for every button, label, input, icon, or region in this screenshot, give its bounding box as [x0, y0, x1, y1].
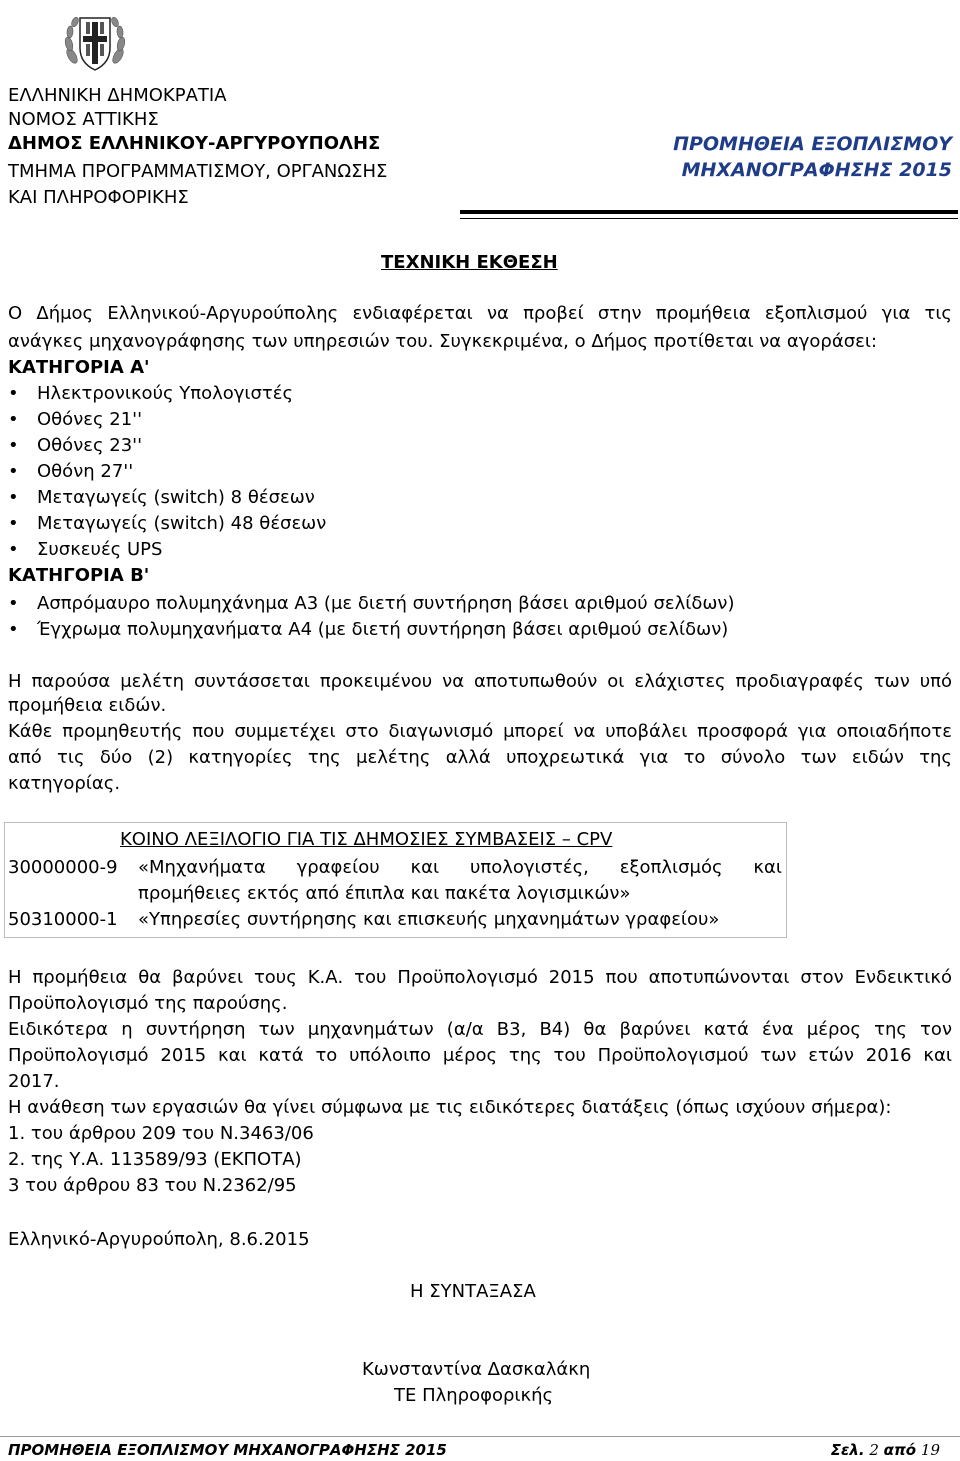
- header-line-prefecture: ΝΟΜΟΣ ΑΤΤΙΚΗΣ: [8, 109, 159, 130]
- footer-page-total: 19: [920, 1441, 940, 1459]
- signature-role: Η ΣΥΝΤΑΞΑΣΑ: [410, 1281, 536, 1302]
- cpv-heading: ΚΟΙΝΟ ΛΕΞΙΛΟΓΙΟ ΓΙΑ ΤΙΣ ΔΗΜΟΣΙΕΣ ΣΥΜΒΑΣΕΙΣ – CPV: [120, 829, 613, 850]
- cpv-desc-2-line-1: «Υπηρεσίες συντήρησης και επισκευής μηχανημάτων γραφείου»: [138, 909, 720, 930]
- place-date: Ελληνικό-Αργυρούπολη, 8.6.2015: [8, 1229, 310, 1250]
- intro-line-2: ανάγκες μηχανογράφησης των υπηρεσιών του. Συγκεκριμένα, ο Δήμος προτίθεται να αγοράσει:: [8, 331, 878, 352]
- header-project-title-line1: ΠΡΟΜΗΘΕΙΑ ΕΞΟΠΛΙΣΜΟΥ: [673, 133, 952, 155]
- para2-line-3: κατηγορίας.: [8, 773, 121, 794]
- para1-line-1: Η παρούσα μελέτη συντάσσεται προκειμένου να αποτυπωθούν οι ελάχιστες προδιαγραφές των υπό: [8, 671, 952, 692]
- header-line-department: ΤΜΗΜΑ ΠΡΟΓΡΑΜΜΑΤΙΣΜΟΥ, ΟΡΓΑΝΩΣΗΣ: [8, 161, 388, 182]
- cpv-code-2: 50310000-1: [8, 909, 118, 930]
- legal-ref-1: 1. του άρθρου 209 του Ν.3463/06: [8, 1123, 314, 1144]
- header-project-title-line2: ΜΗΧΑΝΟΓΡΑΦΗΣΗΣ 2015: [681, 159, 952, 181]
- document-title: ΤΕΧΝΙΚΗ ΕΚΘΕΣΗ: [381, 252, 558, 273]
- header-line-department-cont: ΚΑΙ ΠΛΗΡΟΦΟΡΙΚΗΣ: [8, 187, 189, 208]
- footer-rule: [0, 1436, 960, 1437]
- para2-line-1: Κάθε προμηθευτής που συμμετέχει στο διαγωνισμό μπορεί να υποβάλει προσφορά για οποιαδήποτε: [8, 721, 952, 742]
- footer-page-current: 2: [869, 1441, 879, 1459]
- bullet-icon: •: [8, 513, 19, 534]
- budget-line-5: 2017.: [8, 1071, 60, 1092]
- cpv-desc-1-line-2: προμήθειες εκτός από έπιπλα και πακέτα λογισμικών»: [138, 883, 631, 904]
- header-line-municipality: ΔΗΜΟΣ ΕΛΛΗΝΙΚΟΥ-ΑΡΓΥΡΟΥΠΟΛΗΣ: [8, 133, 381, 154]
- para2-line-2: από τις δύο (2) κατηγορίες της μελέτης αλλά υποχρεωτικά για το σύνολο των ειδών της: [8, 747, 952, 768]
- intro-line-1: Ο Δήμος Ελληνικού-Αργυρούπολης ενδιαφέρεται να προβεί στην προμήθεια εξοπλισμού για τις: [8, 303, 952, 324]
- signature-name: Κωνσταντίνα Δασκαλάκη: [362, 1359, 591, 1380]
- category-a-heading: ΚΑΤΗΓΟΡΙΑ Α': [8, 357, 150, 378]
- cpv-code-1: 30000000-9: [8, 857, 118, 878]
- header-rule-thin: [460, 218, 958, 219]
- footer-page-number: [831, 1440, 940, 1460]
- bullet-icon: •: [8, 487, 19, 508]
- footer-project-title: ΠΡΟΜΗΘΕΙΑ ΕΞΟΠΛΙΣΜΟΥ ΜΗΧΑΝΟΓΡΑΦΗΣΗΣ 2015: [8, 1441, 447, 1459]
- budget-line-3: Ειδικότερα η συντήρηση των μηχανημάτων (α/α Β3, Β4) θα βαρύνει κατά ένα μέρος της τον: [8, 1019, 952, 1040]
- budget-line-4: Προϋπολογισμό 2015 και κατά το υπόλοιπο μέρος της του Προϋπολογισμού των ετών 2016 και: [8, 1045, 952, 1066]
- budget-line-1: Η προμήθεια θα βαρύνει τους Κ.Α. του Προϋπολογισμό 2015 που αποτυπώνονται στον Ενδεικτικό: [8, 967, 952, 988]
- bullet-icon: •: [8, 539, 19, 560]
- cpv-desc-1-line-1: «Μηχανήματα γραφείου και υπολογιστές, εξοπλισμός και: [138, 857, 782, 878]
- footer-page-prefix: Σελ.: [830, 1441, 865, 1459]
- legal-ref-3: 3 του άρθρου 83 του Ν.2362/95: [8, 1175, 297, 1196]
- legal-ref-2: 2. της Υ.Α. 113589/93 (ΕΚΠΟΤΑ): [8, 1149, 302, 1170]
- footer-page-of: από: [883, 1441, 917, 1459]
- para1-line-2: προμήθεια ειδών.: [8, 695, 167, 716]
- bullet-icon: •: [8, 593, 19, 614]
- category-b-heading: ΚΑΤΗΓΟΡΙΑ Β': [8, 565, 150, 586]
- bullet-icon: •: [8, 435, 19, 456]
- bullet-icon: •: [8, 619, 19, 640]
- signature-title: ΤΕ Πληροφορικής: [394, 1385, 554, 1406]
- bullet-icon: •: [8, 461, 19, 482]
- budget-line-2: Προϋπολογισμό της παρούσης.: [8, 993, 288, 1014]
- bullet-icon: •: [8, 383, 19, 404]
- bullet-icon: •: [8, 409, 19, 430]
- header-line-country: ΕΛΛΗΝΙΚΗ ΔΗΜΟΚΡΑΤΙΑ: [8, 85, 227, 106]
- coat-of-arms-emblem: [60, 8, 130, 78]
- header-rule-thick: [460, 210, 958, 214]
- budget-line-6: Η ανάθεση των εργασιών θα γίνει σύμφωνα με τις ειδικότερες διατάξεις (όπως ισχύουν σήμερα):: [8, 1097, 892, 1118]
